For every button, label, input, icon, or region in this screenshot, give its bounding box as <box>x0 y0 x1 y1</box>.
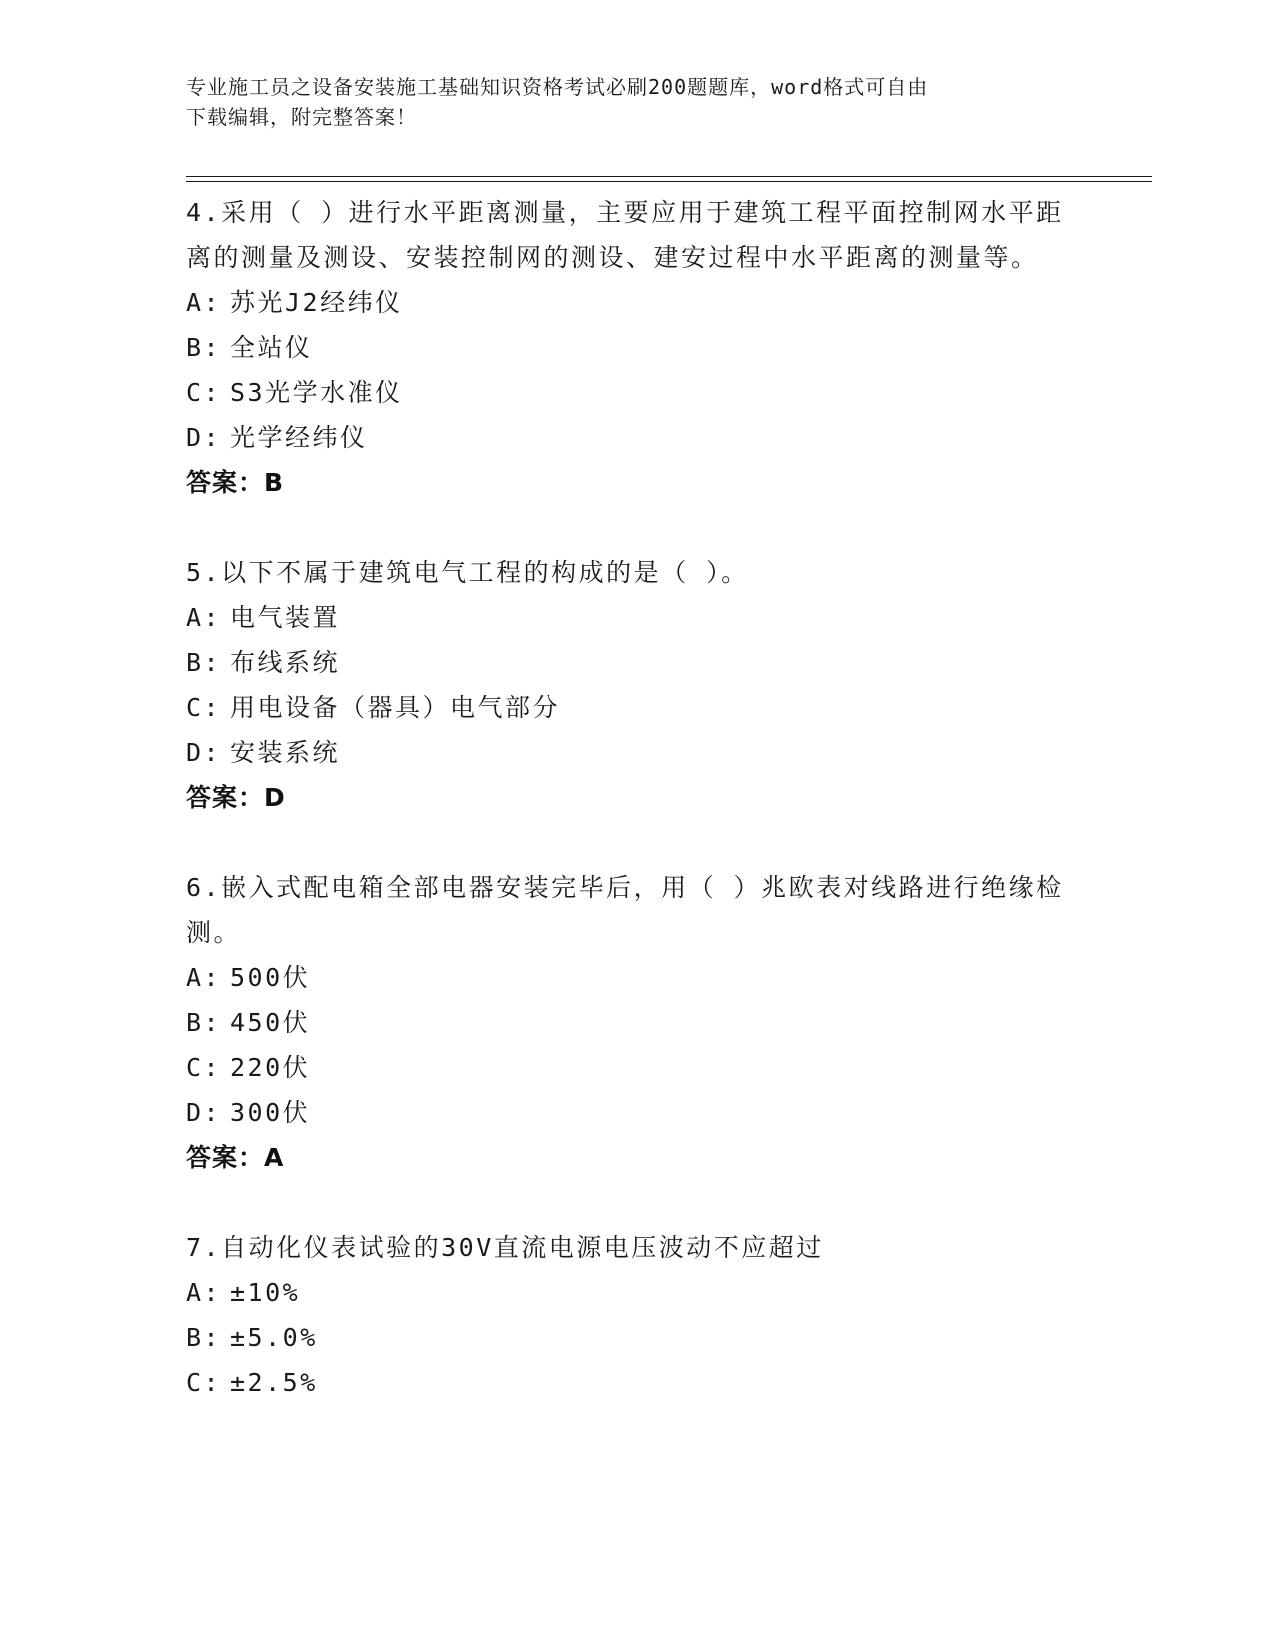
header-line-2: 下载编辑，附完整答案！ <box>186 105 417 129</box>
option-a <box>186 1270 1086 1315</box>
option-d <box>186 1090 1086 1135</box>
option-c <box>186 1360 1086 1405</box>
option-letter: D: <box>186 423 222 452</box>
question-list <box>186 190 1086 1405</box>
option-text: 300伏 <box>230 1098 311 1127</box>
question-spacer <box>186 505 1086 550</box>
option-a <box>186 595 1086 640</box>
option-letter: A: <box>186 1278 222 1307</box>
option-a <box>186 955 1086 1000</box>
option-c <box>186 370 1086 415</box>
answer-line: 答案：B <box>186 468 285 497</box>
option-a <box>186 280 1086 325</box>
option-text: 电气装置 <box>230 603 341 632</box>
option-b <box>186 1315 1086 1360</box>
question-stem: 5.以下不属于建筑电气工程的构成的是（ ）。 <box>186 558 749 587</box>
question-spacer <box>186 1180 1086 1225</box>
option-b <box>186 1000 1086 1045</box>
document-header <box>186 72 1066 132</box>
option-text: 220伏 <box>230 1053 311 1082</box>
option-text: ±2.5% <box>230 1368 318 1397</box>
option-text: 苏光J2经纬仪 <box>230 288 403 317</box>
option-letter: B: <box>186 648 222 677</box>
option-b <box>186 325 1086 370</box>
option-letter: D: <box>186 1098 222 1127</box>
question-item <box>186 1225 1086 1405</box>
option-text: 450伏 <box>230 1008 311 1037</box>
option-text: ±10% <box>230 1278 301 1307</box>
question-stem: 4.采用（ ）进行水平距离测量，主要应用于建筑工程平面控制网水平距离的测量及测设、安装控制网的测设、建安过程中水平距离的测量等。 <box>186 198 1064 272</box>
question-stem: 7.自动化仪表试验的30V直流电源电压波动不应超过 <box>186 1233 824 1262</box>
header-line-1: 专业施工员之设备安装施工基础知识资格考试必刷200题题库，word格式可自由 <box>186 75 929 99</box>
question-item <box>186 865 1086 1180</box>
option-text: ±5.0% <box>230 1323 318 1352</box>
question-item <box>186 190 1086 505</box>
option-letter: C: <box>186 1368 222 1397</box>
option-text: 光学经纬仪 <box>230 423 368 452</box>
option-letter: A: <box>186 603 222 632</box>
option-text: 500伏 <box>230 963 311 992</box>
option-letter: B: <box>186 1008 222 1037</box>
answer-line: 答案：D <box>186 783 286 812</box>
option-letter: B: <box>186 333 222 362</box>
option-text: 全站仪 <box>230 333 313 362</box>
option-c <box>186 685 1086 730</box>
option-text: S3光学水准仪 <box>230 378 403 407</box>
option-d <box>186 730 1086 775</box>
header-divider-bottom <box>186 181 1152 182</box>
option-letter: A: <box>186 963 222 992</box>
option-text: 用电设备（器具）电气部分 <box>230 693 561 722</box>
option-text: 安装系统 <box>230 738 341 767</box>
question-spacer <box>186 820 1086 865</box>
option-letter: C: <box>186 1053 222 1082</box>
header-divider-top <box>186 176 1152 177</box>
option-text: 布线系统 <box>230 648 341 677</box>
option-letter: A: <box>186 288 222 317</box>
question-stem: 6.嵌入式配电箱全部电器安装完毕后，用（ ）兆欧表对线路进行绝缘检测。 <box>186 873 1064 947</box>
option-letter: C: <box>186 378 222 407</box>
answer-line: 答案：A <box>186 1143 285 1172</box>
option-b <box>186 640 1086 685</box>
option-letter: B: <box>186 1323 222 1352</box>
option-c <box>186 1045 1086 1090</box>
option-letter: D: <box>186 738 222 767</box>
option-d <box>186 415 1086 460</box>
option-letter: C: <box>186 693 222 722</box>
question-item <box>186 550 1086 820</box>
